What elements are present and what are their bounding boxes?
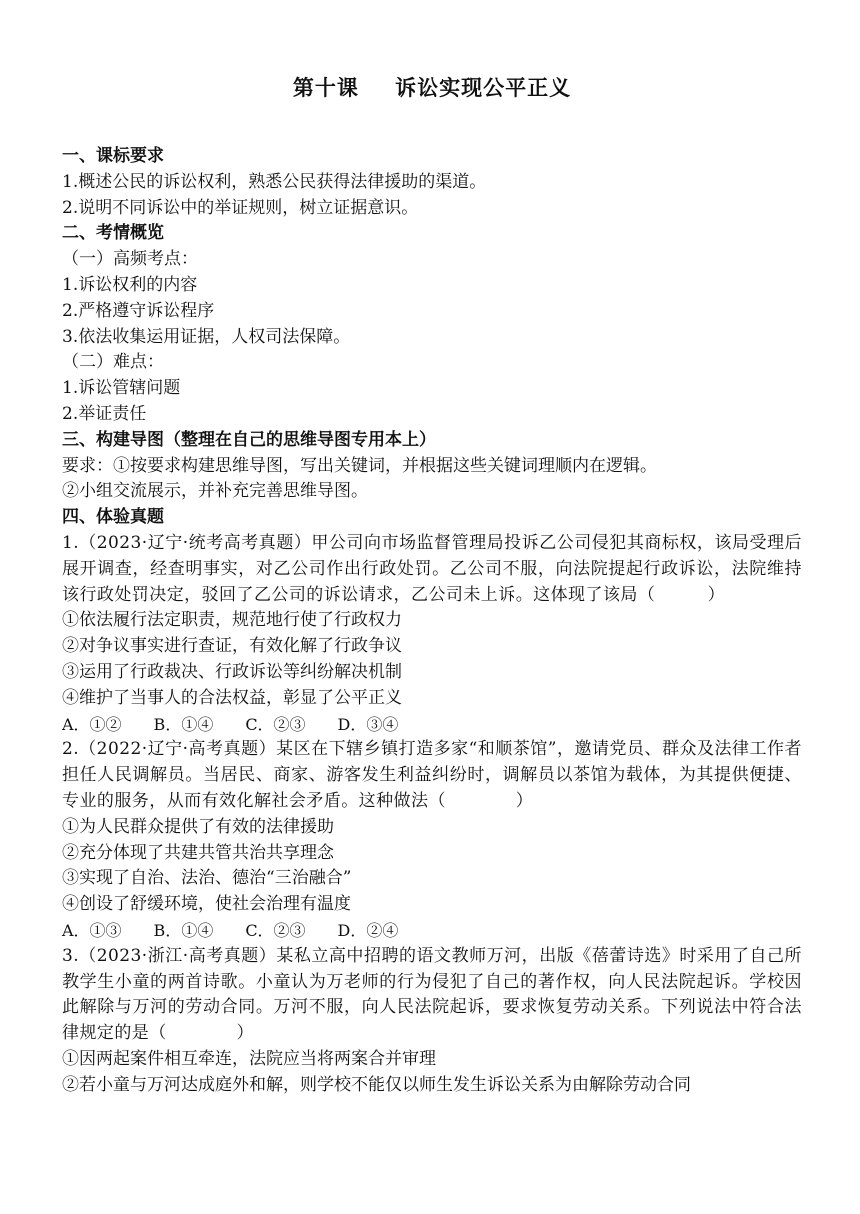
question-statement: ①依法履行法定职责，规范地行使了行政权力	[62, 610, 402, 631]
high-frequency-item: 1.诉讼权利的内容	[62, 274, 198, 295]
section-heading-exam-overview: 二、考情概览	[62, 223, 164, 244]
question-statement: ①因两起案件相互牵连，法院应当将两案合并审理	[62, 1048, 436, 1069]
question-stem: 1.（2023·辽宁·统考高考真题）甲公司向市场监督管理局投诉乙公司侵犯其商标权，该局受理后展开调查，经查明事实，对乙公司作出行政处罚。乙公司不服，向法院提起行政诉讼，法院维持该行政处罚决定，驳回了乙公司的诉讼请求，乙公司未上诉。这体现了该局（ ）	[62, 532, 802, 605]
curriculum-item: 1.概述公民的诉讼权利，熟悉公民获得法律援助的渠道。	[62, 171, 487, 192]
question-statement: ③实现了自治、法治、德治“三治融合”	[62, 868, 352, 889]
subheading-difficulties: （二）难点：	[62, 352, 164, 373]
question-statement: ②对争议事实进行查证，有效化解了行政争议	[62, 636, 402, 657]
section-heading-mind-map: 三、构建导图（整理在自己的思维导图专用本上）	[62, 429, 436, 450]
answer-options: A．①③ B．①④ C．②③ D．②④	[62, 920, 399, 940]
curriculum-item: 2.说明不同诉讼中的举证规则，树立证据意识。	[62, 197, 419, 218]
question-2	[62, 737, 802, 943]
difficulty-item: 2.举证责任	[62, 403, 147, 424]
subheading-high-frequency: （一）高频考点：	[62, 249, 198, 270]
mind-map-requirement: ②小组交流展示，并补充完善思维导图。	[62, 481, 368, 502]
answer-options: A．①② B．①④ C．②③ D．③④	[62, 714, 399, 734]
question-stem: 2.（2022·辽宁·高考真题）某区在下辖乡镇打造多家“和顺茶馆”，邀请党员、群众及法律工作者担任人民调解员。当居民、商家、游客发生利益纠纷时，调解员以茶馆为载体，为其提供便捷、专业的服务，从而有效化解社会矛盾。这种做法（ ）	[62, 739, 802, 811]
question-3	[62, 944, 802, 1099]
page-title: 第十课 诉讼实现公平正义	[292, 76, 572, 100]
difficulty-item: 1.诉讼管辖问题	[62, 378, 181, 399]
question-statement: ①为人民群众提供了有效的法律援助	[62, 816, 334, 837]
high-frequency-item: 3.依法收集运用证据，人权司法保障。	[62, 326, 351, 347]
section-heading-curriculum: 一、课标要求	[62, 146, 164, 166]
question-statement: ④创设了舒缓环境，使社会治理有温度	[62, 894, 351, 915]
question-stem: 3.（2023·浙江·高考真题）某私立高中招聘的语文教师万河，出版《蓓蕾诗选》时采用了自己所教学生小童的两首诗歌。小童认为万老师的行为侵犯了自己的著作权，向人民法院起诉。学校因此解除与万河的劳动合同。万河不服，向人民法院起诉，要求恢复劳动关系。下列说法中符合法律规定的是（ ）	[62, 945, 802, 1044]
mind-map-requirement: 要求：①按要求构建思维导图，写出关键词，并根据这些关键词理顺内在逻辑。	[62, 455, 657, 476]
question-statement: ④维护了当事人的合法权益，彰显了公平正义	[62, 687, 402, 708]
question-1	[62, 531, 802, 737]
question-statement: ③运用了行政裁决、行政诉讼等纠纷解决机制	[62, 661, 402, 682]
high-frequency-item: 2.严格遵守诉讼程序	[62, 300, 215, 321]
question-statement: ②充分体现了共建共管共治共享理念	[62, 842, 334, 863]
question-statement: ②若小童与万河达成庭外和解，则学校不能仅以师生发生诉讼关系为由解除劳动合同	[62, 1074, 691, 1095]
section-heading-past-exams: 四、体验真题	[62, 507, 164, 528]
document-page	[62, 72, 802, 1098]
